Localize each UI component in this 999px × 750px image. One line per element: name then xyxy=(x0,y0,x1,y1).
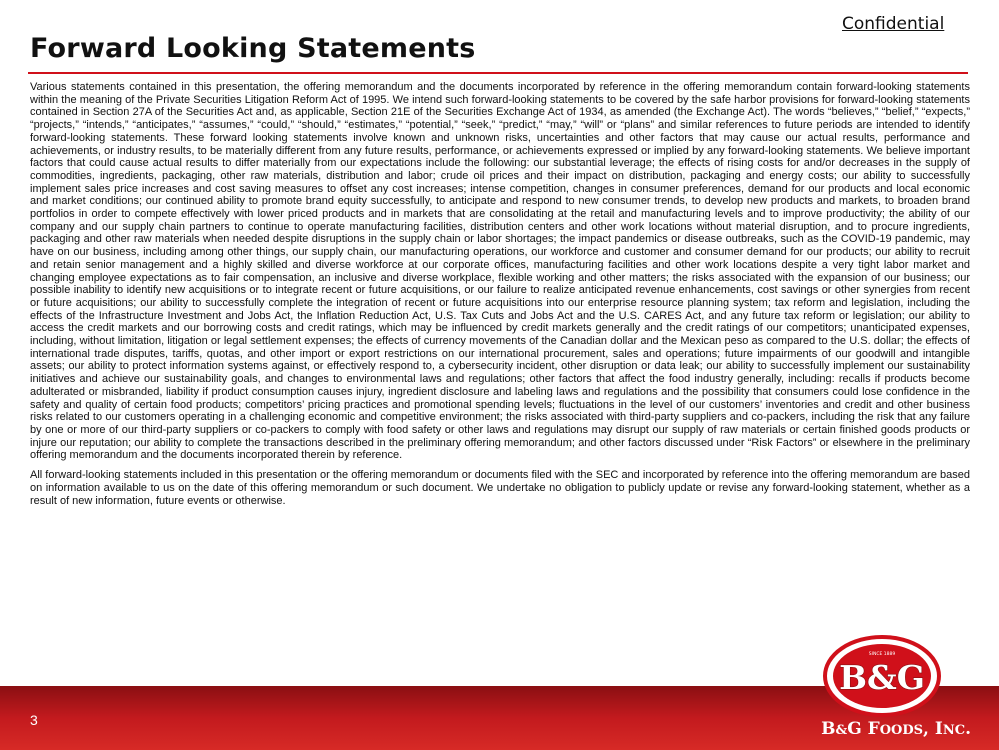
title-divider xyxy=(28,72,968,74)
confidential-label: Confidential xyxy=(842,14,945,34)
bg-logo xyxy=(822,634,942,718)
footer-company-name xyxy=(821,719,971,739)
company-name-comma-i: , I xyxy=(923,719,943,739)
company-name-amp: & xyxy=(835,723,848,738)
company-name-b: B xyxy=(821,719,836,739)
logo-letters: B&G xyxy=(839,658,925,697)
company-name-period: . xyxy=(965,719,971,739)
statement-paragraph-1: Various statements contained in this presentation, the offering memorandum and the documents incorporated by reference in the offering memorandum contain forward-looking statements within the meaning of the Private Securities Litigation Reform Act of 1995. We intend such forward-looking statements to be covered by the safe harbor provisions for forward-looking statements contained in Section 27A of the Securities Act and, as applicable, Section 21E of the Securities Exchange Act of 1934, as amended (the Exchange Act). The words “believes,” “belief,” “expects,” “projects,” “intends,” “anticipates,” “assumes,” “could,” “should,” “estimates,” “potential,” “seek,” “predict,” “may,” “will” or “plans” and similar references to future periods are intended to identify forward-looking statements. These forward looking statements involve known and unknown risks, uncertainties and other factors that may cause our actual results, performance and achievements, or industry results, to be materially different from any future results, performance, or achievements expressed or implied by any forward-looking statements. We believe important factors that could cause actual results to differ materially from our expectations include the following: our substantial leverage; the effects of rising costs for and/or decreases in the supply of commodities, ingredients, packaging, other raw materials, distribution and labor; crude oil prices and their impact on distribution, packaging and energy costs; our ability to successfully implement sales price increases and cost saving measures to offset any cost increases; intense competition, changes in consumer preferences, demand for our products and local economic and market conditions; our continued ability to promote brand equity successfully, to anticipate and respond to new consumer trends, to develop new products and markets, to broaden brand portfolios in order to compete effectively with lower priced products and in markets that are consolidating at the retail and manufacturing levels and to improve productivity; the ability of our company and our supply chain partners to continue to operate manufacturing facilities, distribution centers and other work locations without material disruption, and to procure ingredients, packaging and other raw materials when needed despite disruptions in the supply chain or labor shortages; the impact pandemics or disease outbreaks, such as the COVID-19 pandemic, may have on our business, including among other things, our supply chain, our manufacturing operations, our workforce and customer and consumer demand for our products; our ability to recruit and retain senior management and a highly skilled and diverse workforce at our corporate offices, manufacturing facilities and other work locations despite a very tight labor market and changing employee expectations as to fair compensation, an inclusive and diverse workplace, flexible working and other matters; the risks associated with the expansion of our business; our possible inability to identify new acquisitions or to integrate recent or future acquisitions, or our failure to realize anticipated revenue enhancements, cost savings or other synergies from recent or future acquisitions; our ability to successfully complete the integration of recent or future acquisitions into our enterprise resource planning system; tax reform and legislation, including the effects of the Infrastructure Investment and Jobs Act, the Inflation Reduction Act, U.S. Tax Cuts and Jobs Act and the U.S. CARES Act, and any future tax reform or legislation; our ability to access the credit markets and our borrowing costs and credit ratings, which may be influenced by credit markets generally and the credit ratings of our competitors; unanticipated expenses, including, without limitation, litigation or legal settlement expenses; the effects of currency movements of the Canadian dollar and the Mexican peso as compared to the U.S. dollar; the effects of international trade disputes, tariffs, quotas, and other import or export restrictions on our international procurement, sales and operations; future impairments of our goodwill and intangible assets; our ability to protect information systems against, or effectively respond to, a cybersecurity incident, other disruption or data leak; our ability to successfully implement our sustainability initiatives and achieve our sustainability goals, and changes to environmental laws and regulations; other factors that affect the food industry generally, including: recalls if products become adulterated or misbranded, liability if product consumption causes injury, ingredient disclosure and labeling laws and regulations and the possibility that consumers could lose confidence in the safety and quality of certain food products; competitors’ pricing practices and promotional spending levels; fluctuations in the level of our customers’ inventories and credit and other business risks related to our customers operating in a challenging economic and competitive environment; the risks associated with third-party suppliers and co-packers, including the risk that any failure by one or more of our third-party suppliers or co-packers to comply with food safety or other laws and regulations may disrupt our supply of raw materials or certain finished goods products or injure our reputation; our ability to complete the transactions described in the preliminary offering memorandum; and other factors discussed under “Risk Factors” or elsewhere in the preliminary offering memorandum and the documents incorporated therein by reference. xyxy=(30,81,970,462)
page-number: 3 xyxy=(30,712,38,728)
company-name-f: F xyxy=(867,719,880,739)
page-title: Forward Looking Statements xyxy=(30,33,476,64)
logo-tagline: SINCE 1889 xyxy=(868,652,896,657)
company-name-nc: NC xyxy=(942,723,966,738)
statement-body xyxy=(30,81,970,507)
company-name-oods: OODS xyxy=(879,723,924,738)
company-name-g: G xyxy=(847,719,868,739)
statement-paragraph-2: All forward-looking statements included in this presentation or the offering memorandum or documents filed with the SEC and incorporated by reference into the offering memorandum are based on information available to us on the date of this offering memorandum or such document. We undertake no obligation to publicly update or revise any forward-looking statement, whether as a result of new information, future events or otherwise. xyxy=(30,469,970,507)
